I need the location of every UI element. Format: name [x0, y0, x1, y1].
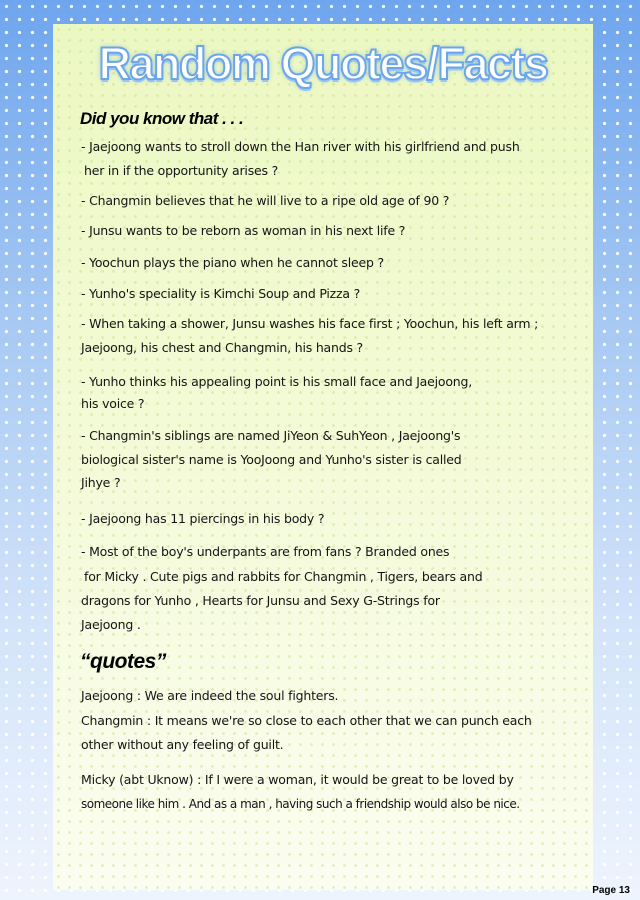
quote-line: Micky (abt Uknow) : If I were a woman, it would be great to be loved by: [81, 772, 514, 787]
fact-line: - Changmin believes that he will live to a ripe old age of 90 ?: [81, 193, 450, 208]
fact-line: Jaejoong .: [81, 617, 141, 632]
fact-line: Jaejoong, his chest and Changmin, his hands ?: [81, 340, 363, 355]
quote-line: Jaejoong : We are indeed the soul fighters.: [81, 688, 339, 703]
quotes-heading: “quotes”: [80, 650, 166, 673]
fact-line: Jihye ?: [81, 475, 121, 490]
quote-line: someone like him . And as a man , having such a friendship would also be nice.: [81, 797, 520, 811]
quote-line: other without any feeling of guilt.: [81, 737, 284, 752]
fact-line: - Most of the boy's underpants are from fans ? Branded ones: [81, 544, 450, 559]
fact-line: - Jaejoong has 11 piercings in his body ?: [81, 511, 325, 526]
fact-line: - Yoochun plays the piano when he cannot sleep ?: [81, 255, 384, 270]
fact-line: - When taking a shower, Junsu washes his face first ; Yoochun, his left arm ;: [81, 316, 539, 331]
page-number: Page 13: [592, 885, 630, 896]
fact-line: - Yunho thinks his appealing point is his small face and Jaejoong,: [81, 374, 473, 389]
fact-line: - Changmin's siblings are named JiYeon & SuhYeon , Jaejoong's: [81, 428, 461, 443]
page-title: Random Quotes/Facts: [98, 38, 548, 89]
fact-line: his voice ?: [81, 396, 145, 411]
fact-line: - Junsu wants to be reborn as woman in his next life ?: [81, 223, 406, 238]
fact-line: for Micky . Cute pigs and rabbits for Changmin , Tigers, bears and: [84, 569, 483, 584]
fact-line: biological sister's name is YooJoong and Yunho's sister is called: [81, 452, 462, 467]
fact-line: - Jaejoong wants to stroll down the Han river with his girlfriend and push: [81, 139, 520, 154]
facts-heading: Did you know that . . .: [80, 109, 244, 128]
fact-line: - Yunho's speciality is Kimchi Soup and Pizza ?: [81, 286, 361, 301]
fact-line: her in if the opportunity arises ?: [84, 163, 279, 178]
quote-line: Changmin : It means we're so close to each other that we can punch each: [81, 713, 532, 728]
fact-line: dragons for Yunho , Hearts for Junsu and Sexy G-Strings for: [81, 593, 440, 608]
